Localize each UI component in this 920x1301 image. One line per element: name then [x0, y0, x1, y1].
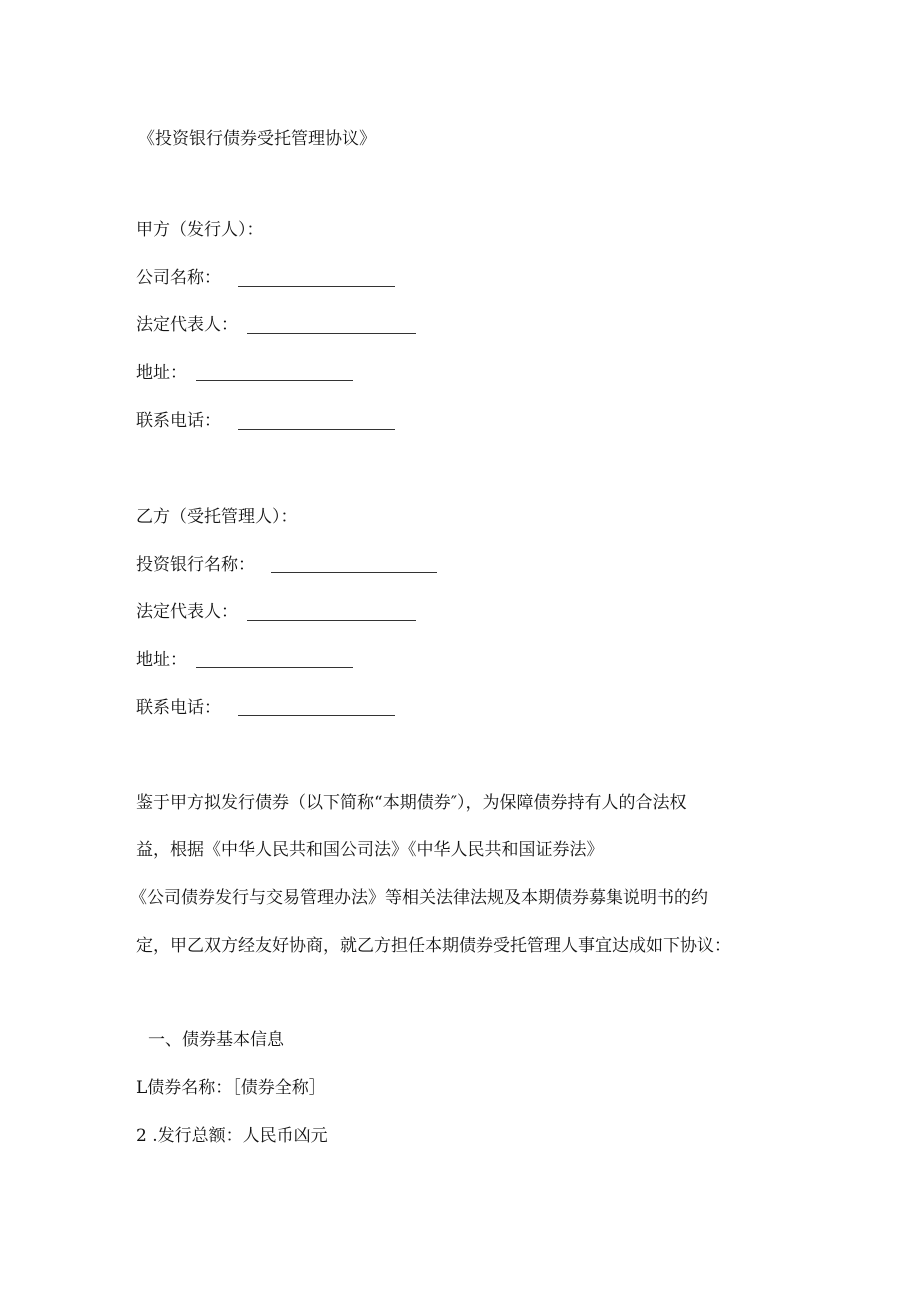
party-b-phone-blank — [238, 715, 395, 716]
party-a-company-label: 公司名称： — [136, 268, 221, 288]
party-b-address-blank — [196, 667, 353, 668]
party-a-address-label: 地址： — [136, 363, 187, 383]
party-b-representative-label: 法定代表人： — [136, 602, 238, 622]
preamble-line-3: 《公司债券发行与交易管理办法》等相关法律法规及本期债券募集说明书的约 — [130, 888, 708, 908]
preamble-line-4: 定，甲乙双方经友好协商，就乙方担任本期债券受托管理人事宜达成如下协议： — [136, 936, 731, 956]
preamble-line-2: 益，根据《中华人民共和国公司法》《中华人民共和国证券法》 — [136, 840, 604, 860]
party-a-representative-label: 法定代表人： — [136, 315, 238, 335]
document-title: 《投资银行债券受托管理协议》 — [138, 129, 376, 149]
section-1-item-1: L债券名称：［债券全称］ — [136, 1078, 326, 1098]
party-a-company-blank — [238, 286, 395, 287]
party-b-bank-label: 投资银行名称： — [136, 555, 255, 575]
preamble-line-1: 鉴于甲方拟发行债券（以下简称“本期债券″），为保障债券持有人的合法权 — [136, 793, 687, 813]
party-a-heading: 甲方（发行人）： — [136, 220, 264, 240]
party-a-address-blank — [196, 380, 353, 381]
party-a-phone-blank — [238, 429, 395, 430]
party-b-heading: 乙方（受托管理人）： — [136, 507, 298, 527]
party-b-representative-blank — [247, 620, 416, 621]
section-1-item-2: 2 .发行总额：人民币凶元 — [136, 1126, 328, 1146]
party-b-bank-blank — [271, 572, 437, 573]
party-a-representative-blank — [247, 333, 416, 334]
section-1-heading: 一、债券基本信息 — [148, 1030, 284, 1050]
party-b-address-label: 地址： — [136, 650, 187, 670]
party-b-phone-label: 联系电话： — [136, 698, 221, 718]
party-a-phone-label: 联系电话： — [136, 411, 221, 431]
